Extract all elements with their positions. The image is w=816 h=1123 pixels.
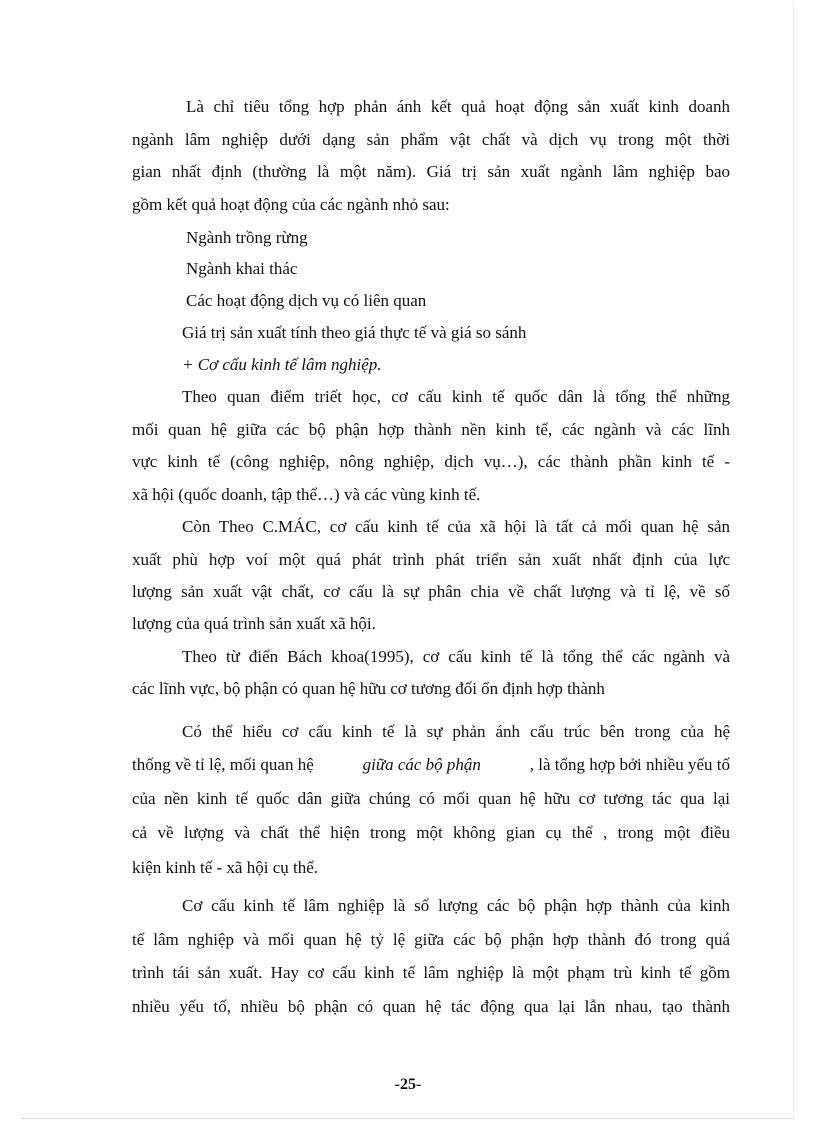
bottom-dotted-rule [22,1118,794,1119]
section-heading: + Cơ cấu kinh tế lâm nghiệp. [182,355,382,374]
paragraph-6-line-4: nhiều yếu tố, nhiều bộ phận có quan hệ tác động qua lại lẫn nhau, tạo thành [132,997,730,1016]
paragraph-2-line-3: vực kinh tế (công nghiệp, nông nghiệp, dịch vụ…), các thành phần kinh tế - [132,452,730,471]
list-item: Giá trị sản xuất tính theo giá thực tế và giá so sánh [182,323,527,342]
text-run: , là tổng hợp bởi nhiều yếu tố [529,755,730,774]
paragraph-4-line-2: các lĩnh vực, bộ phận có quan hệ hữu cơ tương đối ổn định hợp thành [132,679,605,698]
paragraph-2-line-2: mối quan hệ giữa các bộ phận hợp thành nền kinh tế, các ngành và các lĩnh [132,420,730,439]
list-item: Ngành khai thác [186,259,298,278]
paragraph-3-line-2: xuất phù hợp voí một quá phát trình phát triển sản xuất nhất định của lực [132,550,730,569]
paragraph-2-line-4: xã hội (quốc doanh, tập thể…) và các vùng kinh tế. [132,485,481,504]
paragraph-6-line-2: tế lâm nghiệp và mối quan hệ tỷ lệ giữa các bộ phận hợp thành đó trong quá [132,930,730,949]
paragraph-1-line-4: gồm kết quả hoạt động của các ngành nhỏ sau: [132,195,450,214]
italic-text-run: giữa các bộ phận [362,755,481,774]
list-item: Ngành trồng rừng [186,228,308,247]
paragraph-6-line-3: trình tái sản xuất. Hay cơ cấu kinh tế lâm nghiệp là một phạm trù kinh tế gồm [132,963,730,982]
paragraph-5-line-2 [132,754,730,776]
page-number: -25- [394,1076,422,1093]
paragraph-5-line-4: cả về lượng và chất thể hiện trong một không gian cụ thể , trong một điều [132,823,730,842]
paragraph-2-line-1: Theo quan điểm triết học, cơ cấu kinh tế quốc dân là tổng thể những [182,387,730,406]
paragraph-3-line-1: Còn Theo C.MÁC, cơ cấu kinh tế của xã hội là tất cả mối quan hệ sản [182,517,730,536]
paragraph-3-line-4: lượng của quá trình sản xuất xã hội. [132,614,376,633]
text-run: thống về tỉ lệ, mối quan hệ [132,755,314,774]
paragraph-5-line-5: kiện kinh tế - xã hội cụ thể. [132,858,319,877]
paragraph-6-line-1: Cơ cấu kinh tế lâm nghiệp là số lượng các bộ phận hợp thành của kinh [182,896,730,915]
list-item: Các hoạt động dịch vụ có liên quan [186,291,427,310]
paragraph-3-line-3: lượng sản xuất vật chất, cơ cấu là sự phân chia về chất lượng và tỉ lệ, về số [132,582,730,601]
paragraph-1-line-2: ngành lâm nghiệp dưới dạng sản phẩm vật chất và dịch vụ trong một thời [132,130,730,149]
right-dotted-rule [793,0,794,1120]
paragraph-1-line-1: Là chỉ tiêu tổng hợp phản ánh kết quả hoạt động sản xuất kinh doanh [186,97,730,116]
paragraph-5-line-1: Có thể hiểu cơ cấu kinh tế là sự phản ánh cấu trúc bên trong của hệ [182,722,730,741]
paragraph-1-line-3: gian nhất định (thường là một năm). Giá trị sản xuất ngành lâm nghiệp bao [132,162,730,181]
paragraph-5-line-3: của nền kinh tế quốc dân giữa chúng có mối quan hệ hữu cơ tương tác qua lại [132,789,730,808]
paragraph-4-line-1: Theo từ điển Bách khoa(1995), cơ cấu kinh tế là tổng thể các ngành và [182,647,730,666]
